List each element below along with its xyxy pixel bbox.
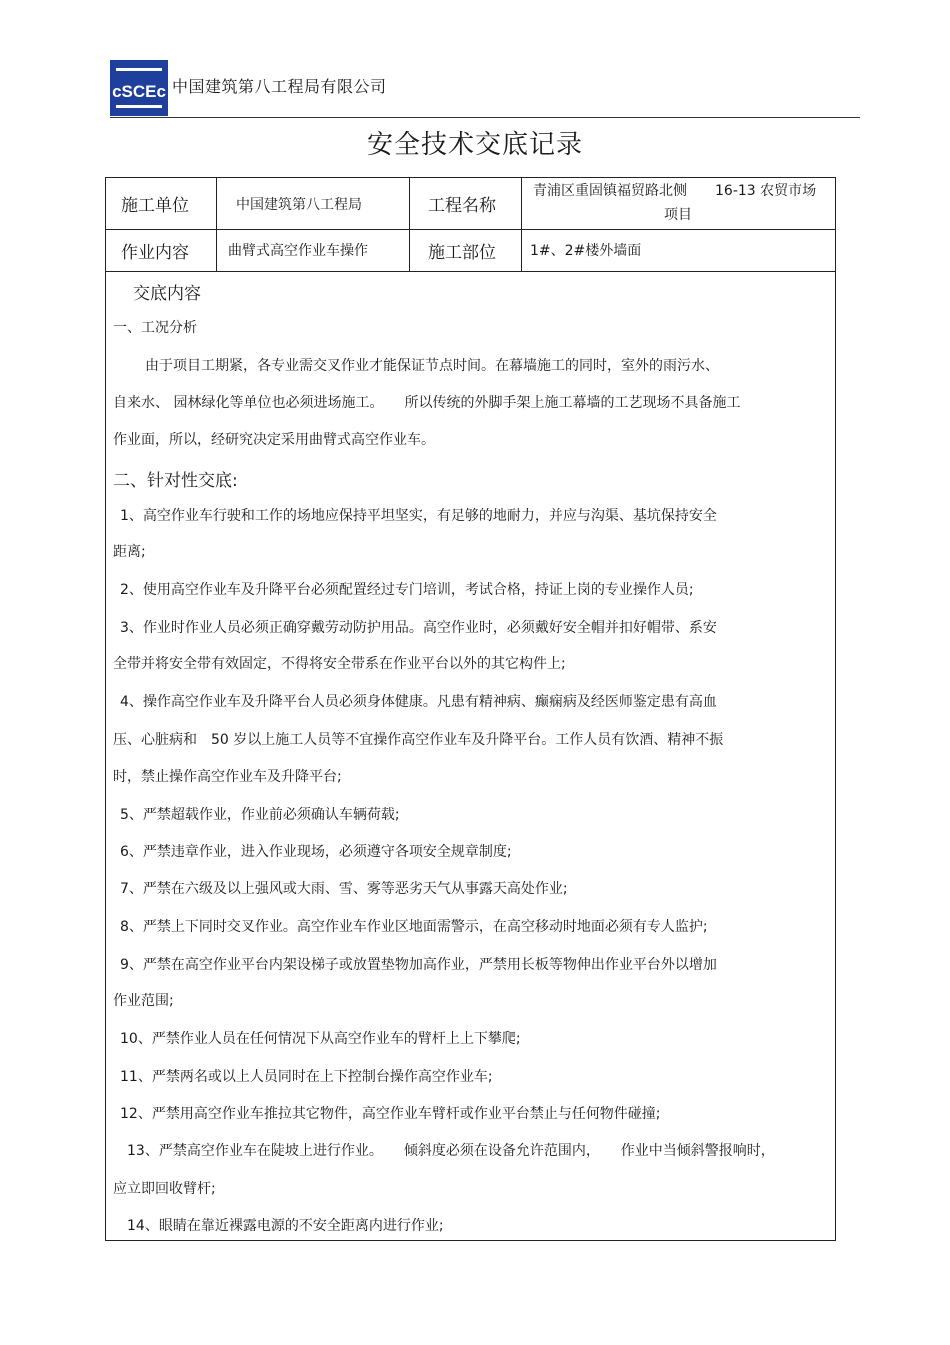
body-line: 时，禁止操作高空作业车及升降平台; <box>113 769 342 785</box>
body-line: 12、严禁用高空作业车推拉其它物件，高空作业车臂杆或作业平台禁止与任何物件碰撞; <box>120 1106 661 1122</box>
location-label: 施工部位 <box>428 243 496 263</box>
body-line: 9、严禁在高空作业平台内架设梯子或放置垫物加高作业，严禁用长板等物伸出作业平台外以增加 <box>120 957 717 973</box>
grid-line <box>106 271 835 272</box>
grid-line <box>106 229 835 230</box>
company-name: 中国建筑第八工程局有限公司 <box>172 77 387 96</box>
unit-label: 施工单位 <box>121 196 189 216</box>
project-value-line1: 青浦区重固镇福贸路北侧 16-13 农贸市场 <box>533 183 817 199</box>
body-line: 7、严禁在六级及以上强风或大雨、雪、雾等恶劣天气从事露天高处作业; <box>120 881 568 897</box>
body-line: 4、操作高空作业车及升降平台人员必须身体健康。凡患有精神病、癫痫病及经医师鉴定患有高血 <box>120 694 717 710</box>
body-line: 1、高空作业车行驶和工作的场地应保持平坦坚实，有足够的地耐力，并应与沟渠、基坑保持安全 <box>120 508 717 524</box>
body-line: 3、作业时作业人员必须正确穿戴劳动防护用品。高空作业时，必须戴好安全帽并扣好帽带、系安 <box>120 620 717 636</box>
logo-text: cSCEc <box>112 82 166 101</box>
body-line: 作业面，所以，经研究决定采用曲臂式高空作业车。 <box>113 432 435 448</box>
cscec-logo-icon <box>110 60 168 116</box>
grid-line <box>216 178 217 271</box>
body-line: 全带并将安全带有效固定，不得将安全带系在作业平台以外的其它构件上; <box>113 656 566 672</box>
content-value: 曲臂式高空作业车操作 <box>228 243 368 259</box>
project-label: 工程名称 <box>428 196 496 216</box>
company-logo <box>110 60 168 116</box>
body-line: 作业范围; <box>113 993 174 1009</box>
body-line: 2、使用高空作业车及升降平台必须配置经过专门培训，考试合格，持证上岗的专业操作人员; <box>120 582 694 598</box>
letterhead <box>110 60 860 118</box>
body-line: 8、严禁上下同时交叉作业。高空作业车作业区地面需警示，在高空移动时地面必须有专人监护; <box>120 919 708 935</box>
body-line: 14、眼睛在靠近裸露电源的不安全距离内进行作业; <box>127 1218 444 1234</box>
body-line: 11、严禁两名或以上人员同时在上下控制台操作高空作业车; <box>120 1069 493 1085</box>
section-title: 交底内容 <box>133 284 201 304</box>
unit-value: 中国建筑第八工程局 <box>236 197 362 213</box>
body-line: 13、严禁高空作业车在陡坡上进行作业。 倾斜度必须在设备允许范围内， 作业中当倾斜警报响时， <box>127 1143 775 1159</box>
content-label: 作业内容 <box>121 243 189 263</box>
grid-line <box>409 178 410 271</box>
header-divider <box>110 117 860 118</box>
part1-title: 一、工况分析 <box>113 320 197 336</box>
part2-title: 二、针对性交底: <box>113 471 238 491</box>
body-line: 5、严禁超载作业，作业前必须确认车辆荷载; <box>120 807 400 823</box>
body-line: 压、心脏病和 50 岁以上施工人员等不宜操作高空作业车及升降平台。工作人员有饮酒、精神不振 <box>113 732 724 748</box>
body-line: 6、严禁违章作业，进入作业现场，必须遵守各项安全规章制度; <box>120 844 512 860</box>
document-title: 安全技术交底记录 <box>366 130 583 160</box>
body-line: 自来水、 园林绿化等单位也必须进场施工。 所以传统的外脚手架上施工幕墙的工艺现场不具备施工 <box>113 395 741 411</box>
body-line: 由于项目工期紧，各专业需交叉作业才能保证节点时间。在幕墙施工的同时，室外的雨污水、 <box>145 358 719 374</box>
project-value-line2: 项目 <box>664 207 692 223</box>
body-line: 距离; <box>113 544 146 560</box>
body-line: 10、严禁作业人员在任何情况下从高空作业车的臂杆上上下攀爬; <box>120 1031 521 1047</box>
grid-line <box>521 178 522 271</box>
body-line: 应立即回收臂杆; <box>113 1181 216 1197</box>
location-value: 1#、2#楼外墙面 <box>530 243 642 259</box>
